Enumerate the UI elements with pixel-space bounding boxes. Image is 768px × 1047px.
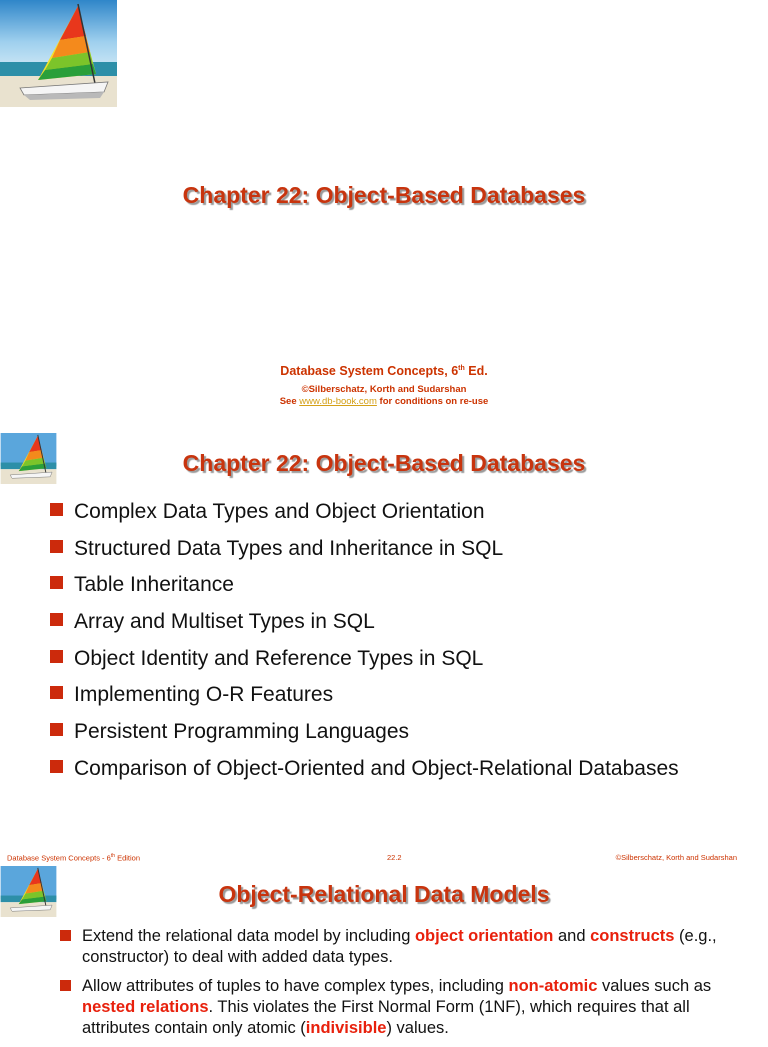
highlight-text: nested relations <box>82 998 209 1016</box>
list-item-text: Table Inheritance <box>74 573 234 597</box>
contents-list <box>50 500 679 794</box>
text-run: values such as <box>597 977 712 995</box>
list-item <box>60 926 720 968</box>
reuse-line <box>0 396 768 407</box>
list-item <box>50 610 679 647</box>
sailboat-logo-icon <box>0 0 117 107</box>
footer-left <box>7 853 140 863</box>
text-run: . This violates the First Normal Form (1NF), which requires that all attributes contain only atomic ( <box>82 998 690 1037</box>
list-item-text: Array and Multiset Types in SQL <box>74 610 375 634</box>
list-item <box>50 720 679 757</box>
list-item-text: Structured Data Types and Inheritance in SQL <box>74 536 504 560</box>
footer-page-number: 22.2 <box>387 853 402 862</box>
list-item <box>50 683 679 720</box>
highlight-text: non-atomic <box>508 977 598 995</box>
book-edition-tail: Ed <box>464 364 485 378</box>
square-bullet-icon <box>50 650 63 663</box>
book-edition: Database System Concepts, 6th Ed. <box>280 364 488 378</box>
list-item-text: Complex Data Types and Object Orientation <box>74 500 485 523</box>
text-run: ) values. <box>386 1019 449 1037</box>
square-bullet-icon <box>50 540 63 553</box>
square-bullet-icon <box>50 576 63 589</box>
copyright-line: ©Silberschatz, Korth and Sudarshan <box>301 384 467 395</box>
book-name: Database System Concepts, 6 <box>280 364 459 378</box>
square-bullet-icon <box>50 686 63 699</box>
list-item <box>50 647 679 684</box>
list-item <box>50 500 679 537</box>
text-run: and <box>553 927 591 945</box>
square-bullet-icon <box>50 760 63 773</box>
square-bullet-icon <box>60 930 71 941</box>
text-run: Allow attributes of tuples to have complex types, including <box>82 977 509 995</box>
cover-book-info <box>0 364 768 407</box>
cover-title: Chapter 22: Object-Based Databases <box>182 182 586 208</box>
list-item-text: Comparison of Object-Oriented and Object-Relational Databases <box>74 756 679 780</box>
or-models-title: Object-Relational Data Models <box>218 881 550 907</box>
list-item <box>50 757 679 794</box>
contents-title: Chapter 22: Object-Based Databases <box>182 450 586 476</box>
footer-book: Database System Concepts - 6 <box>7 853 111 863</box>
slide-or-data-models <box>0 866 768 1037</box>
highlight-text: indivisible <box>305 1019 387 1037</box>
square-bullet-icon <box>50 723 63 736</box>
list-item <box>60 976 720 1039</box>
highlight-text: object orientation <box>414 927 554 945</box>
reuse-prefix: See <box>279 396 300 407</box>
list-item <box>50 573 679 610</box>
footer-copyright: ©Silberschatz, Korth and Sudarshan <box>615 853 737 862</box>
slide-contents <box>0 430 768 866</box>
text-run: Extend the relational data model by including <box>82 927 415 945</box>
highlight-text: constructs <box>590 927 675 945</box>
slide-cover <box>0 0 768 425</box>
square-bullet-icon <box>50 613 63 626</box>
list-item-text: Object Identity and Reference Types in SQL <box>74 646 484 670</box>
square-bullet-icon <box>60 980 71 991</box>
square-bullet-icon <box>50 503 63 516</box>
list-item-text: Persistent Programming Languages <box>74 720 410 744</box>
or-models-list <box>60 926 720 1047</box>
reuse-suffix: for conditions on re-use <box>376 396 489 407</box>
book-edition-sup: th <box>458 364 465 372</box>
list-item-text: Implementing O-R Features <box>74 683 334 707</box>
list-item <box>50 537 679 574</box>
footer-sup: th <box>110 853 115 859</box>
text-run: (e.g., constructor) to deal with added data types. <box>82 927 717 966</box>
db-book-link[interactable]: www.db-book.com <box>299 396 377 407</box>
footer-edition: Edition <box>114 853 141 863</box>
